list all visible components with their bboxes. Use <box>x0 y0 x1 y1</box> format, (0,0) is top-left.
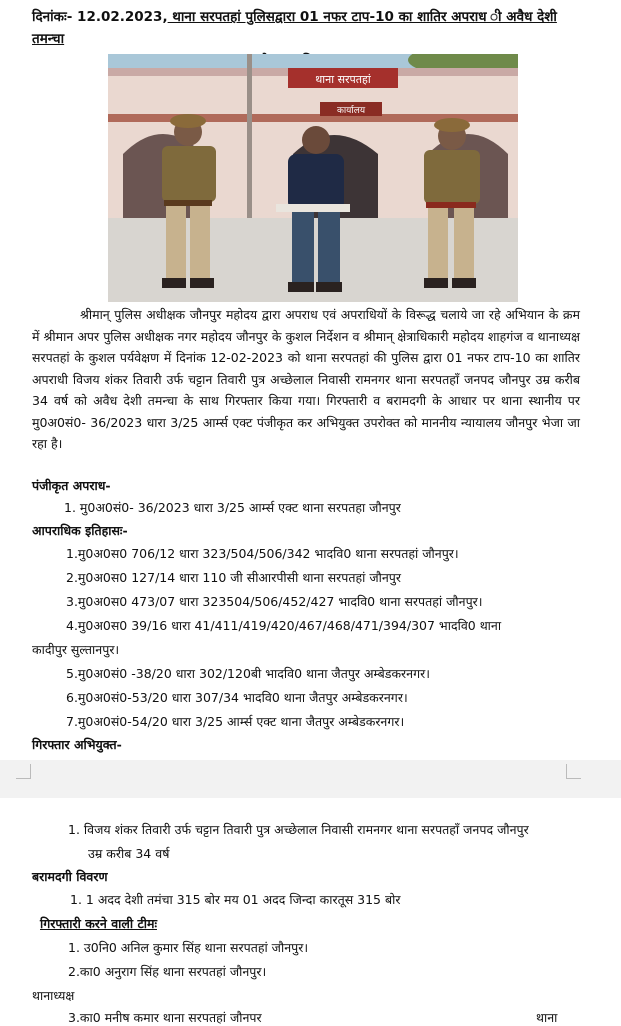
recovery-item: 1. 1 अदद देशी तमंचा 315 बोर मय 01 अदद जिन्दा कारतूस 315 बोर <box>70 892 401 907</box>
photo <box>108 54 518 302</box>
team-member: 2.का0 अनुराग सिंह थाना सरपतहां जौनपुर। <box>68 964 267 979</box>
body-paragraph <box>32 304 580 455</box>
page-corner-mark <box>16 764 31 779</box>
criminal-history-item: 3.मु0अ0स0 473/07 धारा 323504/506/452/427 भादवि0 थाना सरपतहां जौनपुर। <box>66 594 483 609</box>
criminal-history-item: 5.मु0अ0सं0 -38/20 धारा 302/120बी भादवि0 थाना जैतपुर अम्बेडकरनगर। <box>66 666 430 681</box>
page-gap <box>0 760 621 798</box>
team-member: 1. उ0नि0 अनिल कुमार सिंह थाना सरपतहां जौनपुर। <box>68 940 309 955</box>
page-corner-mark <box>566 764 581 779</box>
registered-crime-heading: पंजीकृत अपराध- <box>32 478 111 493</box>
criminal-history-item: 4.मु0अ0स0 39/16 धारा 41/411/419/420/467/468/471/394/307 भादवि0 थाना <box>66 618 502 633</box>
registered-crime-item: 1. मु0अ0सं0- 36/2023 धारा 3/25 आर्म्स एक्ट थाना सरपतहा जौनपुर <box>64 500 401 515</box>
thana-label: थाना <box>536 1010 558 1025</box>
arresting-team-heading: गिरफ्तारी करने वाली टीमः <box>40 916 157 931</box>
criminal-history-item-continuation: कादीपुर सुल्तानपुर। <box>32 642 120 657</box>
criminal-history-item: 2.मु0अ0स0 127/14 धारा 110 जी सीआरपीसी थाना सरपतहां जौनपुर <box>66 570 401 585</box>
arrested-item: 1. विजय शंकर तिवारी उर्फ चट्टान तिवारी पुत्र अच्छेलाल निवासी रामनगर थाना सरपतहाँ जनपद जौनपुर <box>68 822 529 837</box>
recovery-heading: बरामदगी विवरण <box>32 869 108 884</box>
criminal-history-item: 6.मु0अ0सं0-53/20 धारा 307/34 भादवि0 थाना जैतपुर अम्बेडकरनगर। <box>66 690 408 705</box>
criminal-history-item: 1.मु0अ0स0 706/12 धारा 323/504/506/342 भादवि0 थाना सरपतहां जौनपुर। <box>66 546 459 561</box>
team-member: 3.का0 मनीष कमार थाना सरपतहां जौनपर <box>68 1010 262 1025</box>
headline-date: दिनांकः- 12.02.2023, <box>32 9 168 25</box>
criminal-history-heading: आपराधिक इतिहासः- <box>32 523 128 538</box>
station-sign-text: थाना सरपतहां <box>315 73 371 86</box>
arrested-heading: गिरफ्तार अभियुक्त- <box>32 737 122 752</box>
station-officer-label: थानाध्यक्ष <box>32 988 75 1003</box>
paragraph-text: श्रीमान् पुलिस अधीक्षक जौनपुर महोदय द्वारा अपराध एवं अपराधियों के विरूद्ध चलाये जा रहे अभियान के क्रम में श्रीमान अपर पुलिस अधीक्षक नगर महोदय जौनपुर के कुशल निर्देशन व श्रीमान् क्षेत्राधिकारी महोदय शाहगंज व थानाध्यक्ष सरपतहां के कुशल पर्यवेक्षण में दिनांक 12-02-2023 को थाना सरपतहां की पुलिस द्वारा 01 नफर टाप-10 का शातिर अपराधी विजय शंकर तिवारी उर्फ चट्टान तिवारी पुत्र अच्छेलाल निवासी रामनगर थाना सरपतहाँ जनपद जौनपुर उम्र करीब 34 वर्ष को अवैध देशी तमन्चा के साथ गिरफ्तार किया गया। गिरफ्तारी व बरामदगी के आधार पर थाना स्थानीय पर मु0अ0सं0- 36/2023 धारा 3/25 आर्म्स एक्ट पंजीकृत कर अभियुक्त उपरोक्त को माननीय न्यायालय जौनपुर भेजा जा रहा है। <box>32 307 580 451</box>
arrested-item-continuation: उम्र करीब 34 वर्ष <box>88 846 170 861</box>
office-sign-text: कार्यालय <box>336 106 366 116</box>
criminal-history-item: 7.मु0अ0सं0-54/20 धारा 3/25 आर्म्स एक्ट थाना जैतपुर अम्बेडकरनगर। <box>66 714 405 729</box>
headline-title: थाना सरपतहां पुलिसद्वारा 01 नफर टाप-10 का शातिर अपराध ी अवैध देशी तमन्चा <box>32 9 557 47</box>
